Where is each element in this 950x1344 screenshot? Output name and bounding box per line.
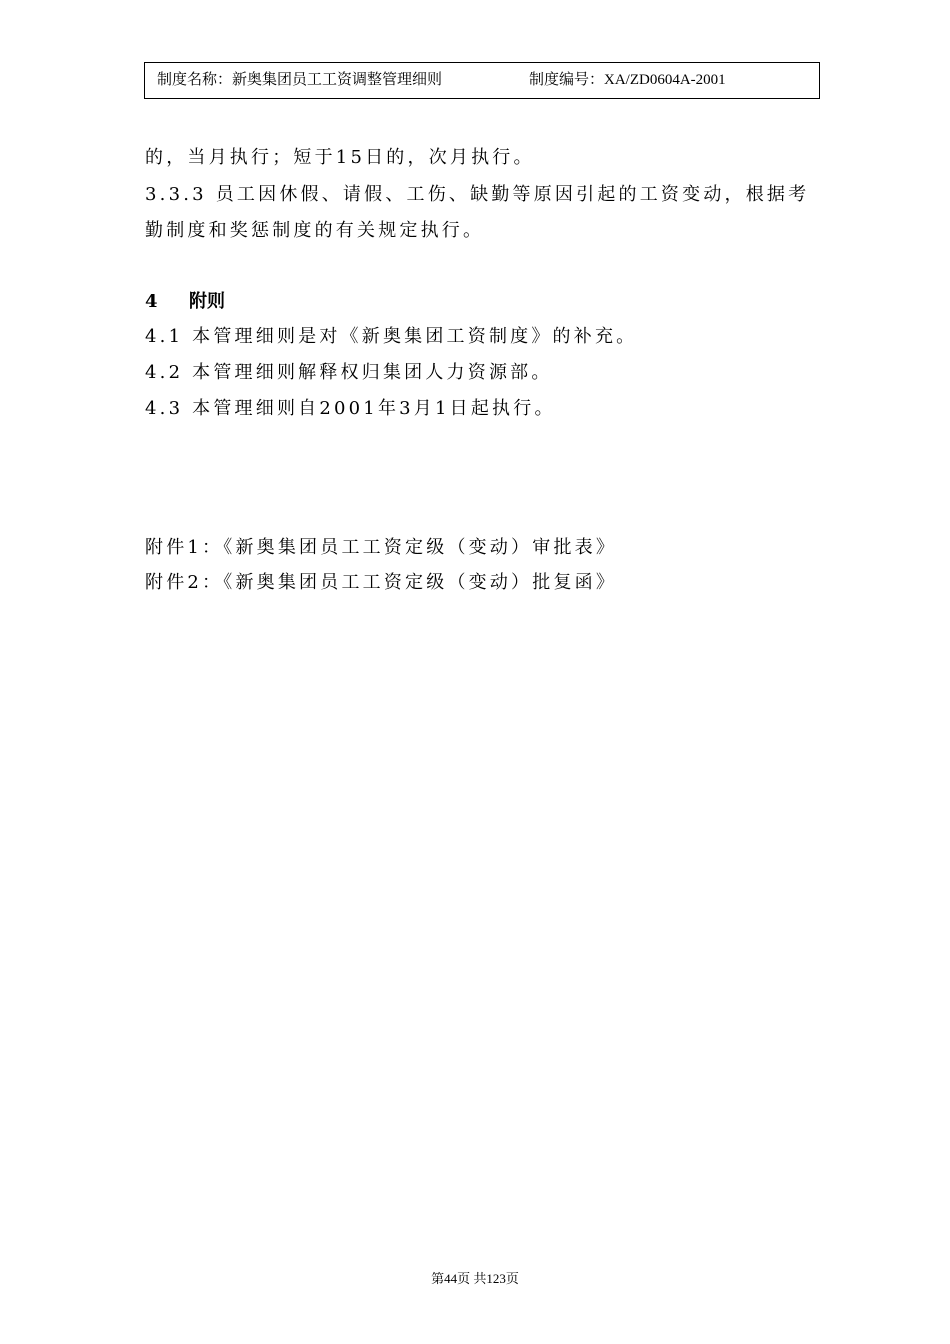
section-title: 附则: [189, 291, 225, 312]
section-heading: [145, 287, 225, 313]
paragraph-line: 的，当月执行；短于15日的，次月执行。: [145, 147, 535, 168]
doc-code: 制度编号：XA/ZD0604A-2001: [529, 72, 726, 88]
list-item: 4.3 本管理细则自2001年3月1日起执行。: [145, 398, 556, 419]
list-item: 4.1 本管理细则是对《新奥集团工资制度》的补充。: [145, 326, 638, 347]
list-item: 4.2 本管理细则解释权归集团人力资源部。: [145, 362, 553, 383]
paragraph-line: 勤制度和奖惩制度的有关规定执行。: [145, 220, 485, 241]
page-footer: 第44页 共123页: [431, 1271, 519, 1286]
section-number: 4: [145, 291, 158, 312]
attachment-item: 附件1：《新奥集团员工工资定级（变动）审批表》: [145, 537, 618, 558]
document-header: [144, 62, 820, 99]
paragraph-line: 3.3.3 员工因休假、请假、工伤、缺勤等原因引起的工资变动，根据考: [145, 184, 810, 205]
attachment-item: 附件2：《新奥集团员工工资定级（变动）批复函》: [145, 572, 618, 593]
doc-name: 制度名称：新奥集团员工工资调整管理细则: [157, 72, 443, 88]
